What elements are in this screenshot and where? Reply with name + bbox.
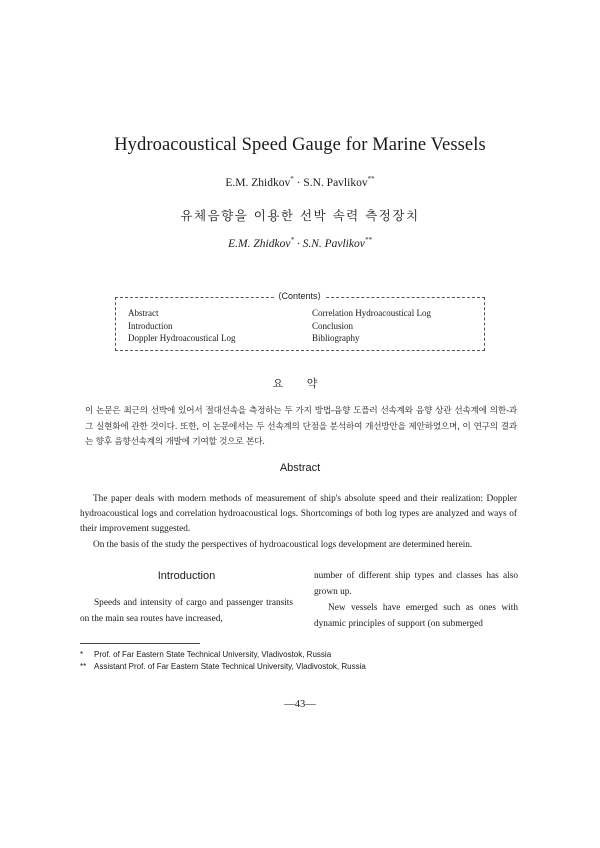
korean-title: 유체음향을 이용한 선박 속력 측정장치	[180, 208, 420, 223]
korean-abstract-heading: 요 약	[272, 377, 328, 390]
contents-item: Abstract	[128, 308, 159, 318]
contents-left-column	[128, 307, 235, 345]
korean-abstract-text: 이 논문은 최근의 선박에 있어서 절대선속을 측정하는 두 가지 방법-음향 도플러 선속계와 음향 상관 선속계에 의한-과 그 실현화에 관한 것이다. 또한, 이 논문에서는 두 선속계의 단점을 분석하여 개선방안을 제안하였으며, 이 연구의 결과는 향후 음향선속계의 개발에 기여할 것으로 본다.	[85, 406, 517, 447]
contents-item: Bibliography	[312, 333, 360, 343]
introduction-right-column	[314, 568, 518, 632]
author-1-italic-mark: *	[290, 236, 294, 245]
author-2-mark: **	[367, 175, 375, 184]
contents-item: Doppler Hydroacoustical Log	[128, 333, 236, 343]
introduction-heading: Introduction	[157, 570, 216, 582]
introduction-right-paragraph-2: New vessels have emerged such as ones with dynamic principles of support (on submerged	[314, 603, 518, 629]
introduction-right-paragraph-1: number of different ship types and classes has also grown up.	[314, 571, 518, 597]
footnote-text: Assistant Prof. of Far Eastern State Technical University, Vladivostok, Russia	[94, 662, 366, 671]
contents-item: Conclusion	[312, 320, 354, 331]
author-1-italic: E.M. Zhidkov	[228, 238, 291, 250]
author-separator-italic: ·	[293, 238, 303, 250]
paper-title: Hydroacoustical Speed Gauge for Marine Vessels	[114, 135, 486, 155]
author-2-italic: S.N. Pavlikov	[302, 238, 365, 250]
page-number: —43—	[284, 699, 316, 710]
abstract-paragraph-1: The paper deals with modern methods of measurement of ship's absolute speed and their realization: Doppler hydroacoustical logs and correlation hydroacoustical logs. Shortcomings of both log types are analyzed and ways of their improvement suggested.	[80, 494, 517, 535]
footnote-text: Prof. of Far Eastern State Technical University, Vladivostok, Russia	[94, 650, 332, 659]
footnotes	[80, 649, 520, 673]
contents-item: Introduction	[128, 320, 173, 331]
author-separator: ·	[293, 177, 304, 189]
author-1-mark: *	[290, 175, 294, 184]
authors-line-italic	[0, 238, 600, 250]
contents-right-column	[312, 307, 431, 345]
footnote	[80, 649, 520, 661]
authors-line	[0, 177, 600, 189]
abstract-paragraph-2: On the basis of the study the perspectives of hydroacoustical logs development are determined herein.	[93, 540, 473, 550]
contents-item: Correlation Hydroacoustical Log	[312, 308, 431, 318]
author-2-italic-mark: **	[364, 236, 372, 245]
introduction-left-column: Speeds and intensity of cargo and passenger transits on the main sea routes have increased,	[80, 598, 293, 624]
footnote-mark: *	[80, 650, 84, 659]
contents-label: ⟨Contents⟩	[274, 291, 325, 302]
footnote-divider	[80, 643, 200, 644]
footnote	[80, 661, 520, 673]
abstract-heading: Abstract	[279, 462, 321, 474]
footnote-mark: **	[80, 662, 87, 671]
author-2: S.N. Pavlikov	[303, 177, 368, 189]
author-1: E.M. Zhidkov	[225, 177, 291, 189]
